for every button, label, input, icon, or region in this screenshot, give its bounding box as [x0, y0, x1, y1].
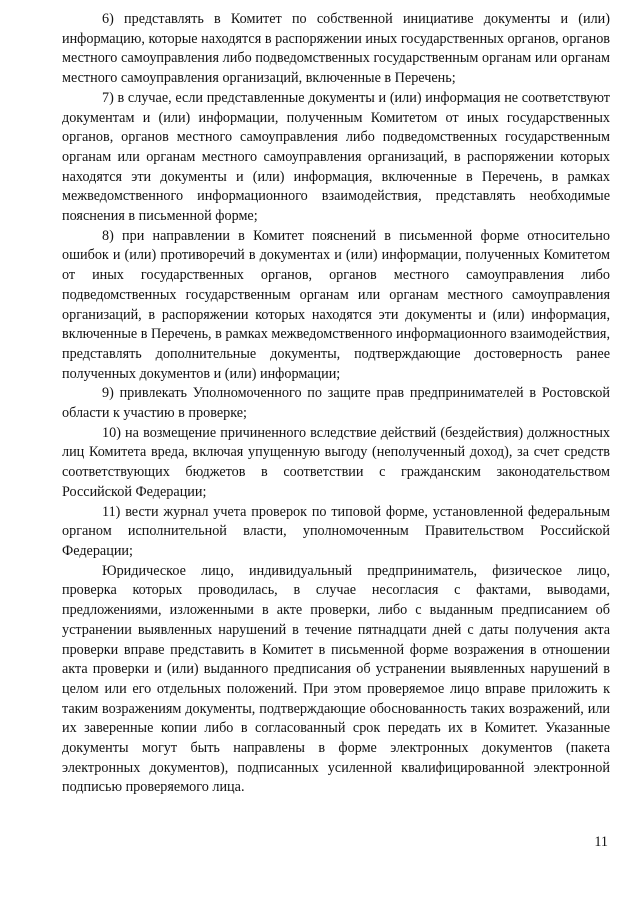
paragraph-item-6: 6) представлять в Комитет по собственной инициативе документы и (или) информацию, которые находятся в распоряжении иных государственных органов, органов местного самоуправления либо подведомственных государственным органам или органам местного самоуправления организаций, включенные в Перечень;: [62, 11, 610, 87]
paragraph-item-9: 9) привлекать Уполномоченного по защите прав предпринимателей в Ростовской области к участию в проверке;: [62, 385, 610, 422]
page-number: 11: [594, 834, 608, 850]
paragraph-objections: Юридическое лицо, индивидуальный предприниматель, физическое лицо, проверка которых проводилась, в случае несогласия с фактами, выводами, предложениями, изложенными в акте проверки, либо с выданным предписанием об устранении выявленных нарушений в течение пятнадцати дней с даты получения акта проверки вправе представить в Комитет в письменной форме возражения в отношении акта проверки и (или) выданного предписания об устранении выявленных нарушений в целом или его отдельных положений. При этом проверяемое лицо вправе приложить к таким возражениям документы, подтверждающие обоснованность таких возражений, или их заверенные копии либо в согласованный срок передать их в Комитет. Указанные документы могут быть направлены в форме электронных документов (пакета электронных документов), подписанных усиленной квалифицированной электронной подписью проверяемого лица.: [62, 562, 610, 796]
paragraph-item-7: 7) в случае, если представленные документы и (или) информация не соответствуют документам и (или) информации, полученным Комитетом от иных государственных органов, органов местного самоуправления либо подведомственных государственным органам или органам местного самоуправления организаций, в распоряжении которых находятся эти документы и (или) информация, включенные в Перечень, в рамках межведомственного информационного взаимодействия, представлять необходимые пояснения в письменной форме;: [62, 89, 610, 225]
document-page: [62, 10, 610, 798]
paragraph-item-8: 8) при направлении в Комитет пояснений в письменной форме относительно ошибок и (или) противоречий в документах и (или) информации, полученных Комитетом от иных государственных органов, органов местного самоуправления либо подведомственных государственным органам или органам местного самоуправления организаций, в распоряжении которых находятся эти документы и (или) информация, включенные в Перечень, в рамках межведомственного информационного взаимодействия, представлять дополнительные документы, подтверждающие достоверность ранее полученных документов и (или) информации;: [62, 227, 611, 382]
paragraph-item-11: 11) вести журнал учета проверок по типовой форме, установленной федеральным органом исполнительной власти, уполномоченным Правительством Российской Федерации;: [62, 503, 610, 559]
paragraph-item-10: 10) на возмещение причиненного вследствие действий (бездействия) должностных лиц Комитета вреда, включая упущенную выгоду (неполученный доход), за счет средств соответствующих бюджетов в соответствии с гражданским законодательством Российской Федерации;: [62, 424, 610, 500]
